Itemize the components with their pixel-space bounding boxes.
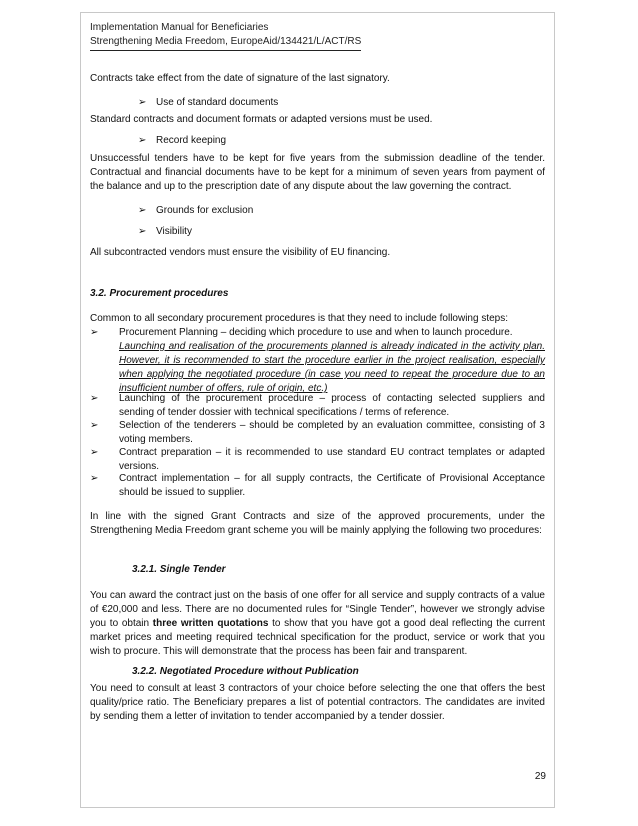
page-number: 29 bbox=[534, 771, 546, 782]
bullet-label: Use of standard documents bbox=[156, 97, 279, 108]
section-heading-3-2: 3.2. Procurement procedures bbox=[90, 288, 229, 299]
list-item-selection bbox=[90, 419, 545, 447]
arrow-bullet-icon: ➢ bbox=[90, 393, 99, 404]
paragraph-part: to show that you have got a good deal reflecting the current market prices and meeting required technical specification for the product, service or work that you wish to procure. This will demonstrate that the process has been fair and transparent. bbox=[90, 618, 545, 657]
bullet-record-keeping bbox=[138, 134, 226, 148]
bullet-label: Record keeping bbox=[156, 135, 227, 146]
list-item-note: Launching and realisation of the procurements planned is already indicated in the activity plan. However, it is recommended to start the procedure earlier in the project realisation, especially when applying the negotiated procedure (in case you need to repeat the procedure due to an insufficient number of offers, rule of origin, etc.) bbox=[119, 341, 545, 394]
arrow-bullet-icon: ➢ bbox=[138, 97, 147, 108]
arrow-bullet-icon: ➢ bbox=[138, 226, 147, 237]
list-item-launching bbox=[90, 392, 545, 420]
bullet-visibility bbox=[138, 225, 192, 239]
paragraph-single-tender bbox=[90, 589, 545, 659]
header-title: Implementation Manual for Beneficiaries bbox=[90, 22, 269, 33]
bullet-label: Grounds for exclusion bbox=[156, 205, 254, 216]
arrow-bullet-icon: ➢ bbox=[90, 447, 99, 458]
paragraph-contracts-effect: Contracts take effect from the date of signature of the last signatory. bbox=[90, 73, 390, 84]
bullet-standard-documents bbox=[138, 96, 278, 110]
list-item-text: Procurement Planning – deciding which procedure to use and when to launch procedure. bbox=[119, 327, 513, 338]
paragraph-record-keeping: Unsuccessful tenders have to be kept for five years from the submission deadline of the tender. Contractual and financial documents have to be kept for a minimum of seven years from payment of the balance and up to the prescription date of any dispute about the law governing the contract. bbox=[90, 153, 545, 192]
list-item-procurement-planning bbox=[90, 326, 545, 396]
bullet-grounds-exclusion bbox=[138, 204, 253, 218]
paragraph-part: You can award the contract just on the basis of one offer for all service and supply contracts of a value of €20,000 and less. There are no documented rules for “Single Tender”, however we strongly advise you to obtain bbox=[90, 590, 545, 629]
list-item-text: Contract implementation – for all supply contracts, the Certificate of Provisional Acceptance should be issued to supplier. bbox=[119, 473, 545, 498]
list-item-contract-preparation bbox=[90, 446, 545, 474]
bullet-label: Visibility bbox=[156, 226, 192, 237]
arrow-bullet-icon: ➢ bbox=[90, 420, 99, 431]
list-item-text: Selection of the tenderers – should be completed by an evaluation committee, consisting of 3 voting members. bbox=[119, 420, 545, 445]
section-heading-3-2-2: 3.2.2. Negotiated Procedure without Publication bbox=[132, 666, 359, 677]
page-header bbox=[90, 21, 550, 51]
arrow-bullet-icon: ➢ bbox=[90, 327, 99, 338]
section-heading-3-2-1: 3.2.1. Single Tender bbox=[132, 564, 226, 575]
paragraph-negotiated: You need to consult at least 3 contractors of your choice before selecting the one that offers the best quality/price ratio. The Beneficiary prepares a list of potential contractors. The candidates are invited by sending them a letter of invitation to tender accompanied by a tender dossier. bbox=[90, 683, 545, 722]
arrow-bullet-icon: ➢ bbox=[90, 473, 99, 484]
list-item-text: Launching of the procurement procedure – process of contacting selected suppliers and sending of tender dossier with technical specifications / terms of reference. bbox=[119, 393, 545, 418]
paragraph-visibility: All subcontracted vendors must ensure the visibility of EU financing. bbox=[90, 247, 391, 258]
header-subtitle: Strengthening Media Freedom, EuropeAid/134421/L/ACT/RS bbox=[90, 35, 361, 51]
list-item-text: Contract preparation – it is recommended to use standard EU contract templates or adapted versions. bbox=[119, 447, 545, 472]
paragraph-emphasis: three written quotations bbox=[152, 618, 269, 629]
arrow-bullet-icon: ➢ bbox=[138, 135, 147, 146]
arrow-bullet-icon: ➢ bbox=[138, 205, 147, 216]
paragraph-standard-contracts: Standard contracts and document formats or adapted versions must be used. bbox=[90, 114, 433, 125]
paragraph-inline-grant: In line with the signed Grant Contracts and size of the approved procurements, under the Strengthening Media Freedom grant scheme you will be mainly applying the following two procedures: bbox=[90, 511, 545, 536]
list-item-contract-implementation bbox=[90, 472, 545, 500]
paragraph-common-steps: Common to all secondary procurement procedures is that they need to include following steps: bbox=[90, 313, 509, 324]
